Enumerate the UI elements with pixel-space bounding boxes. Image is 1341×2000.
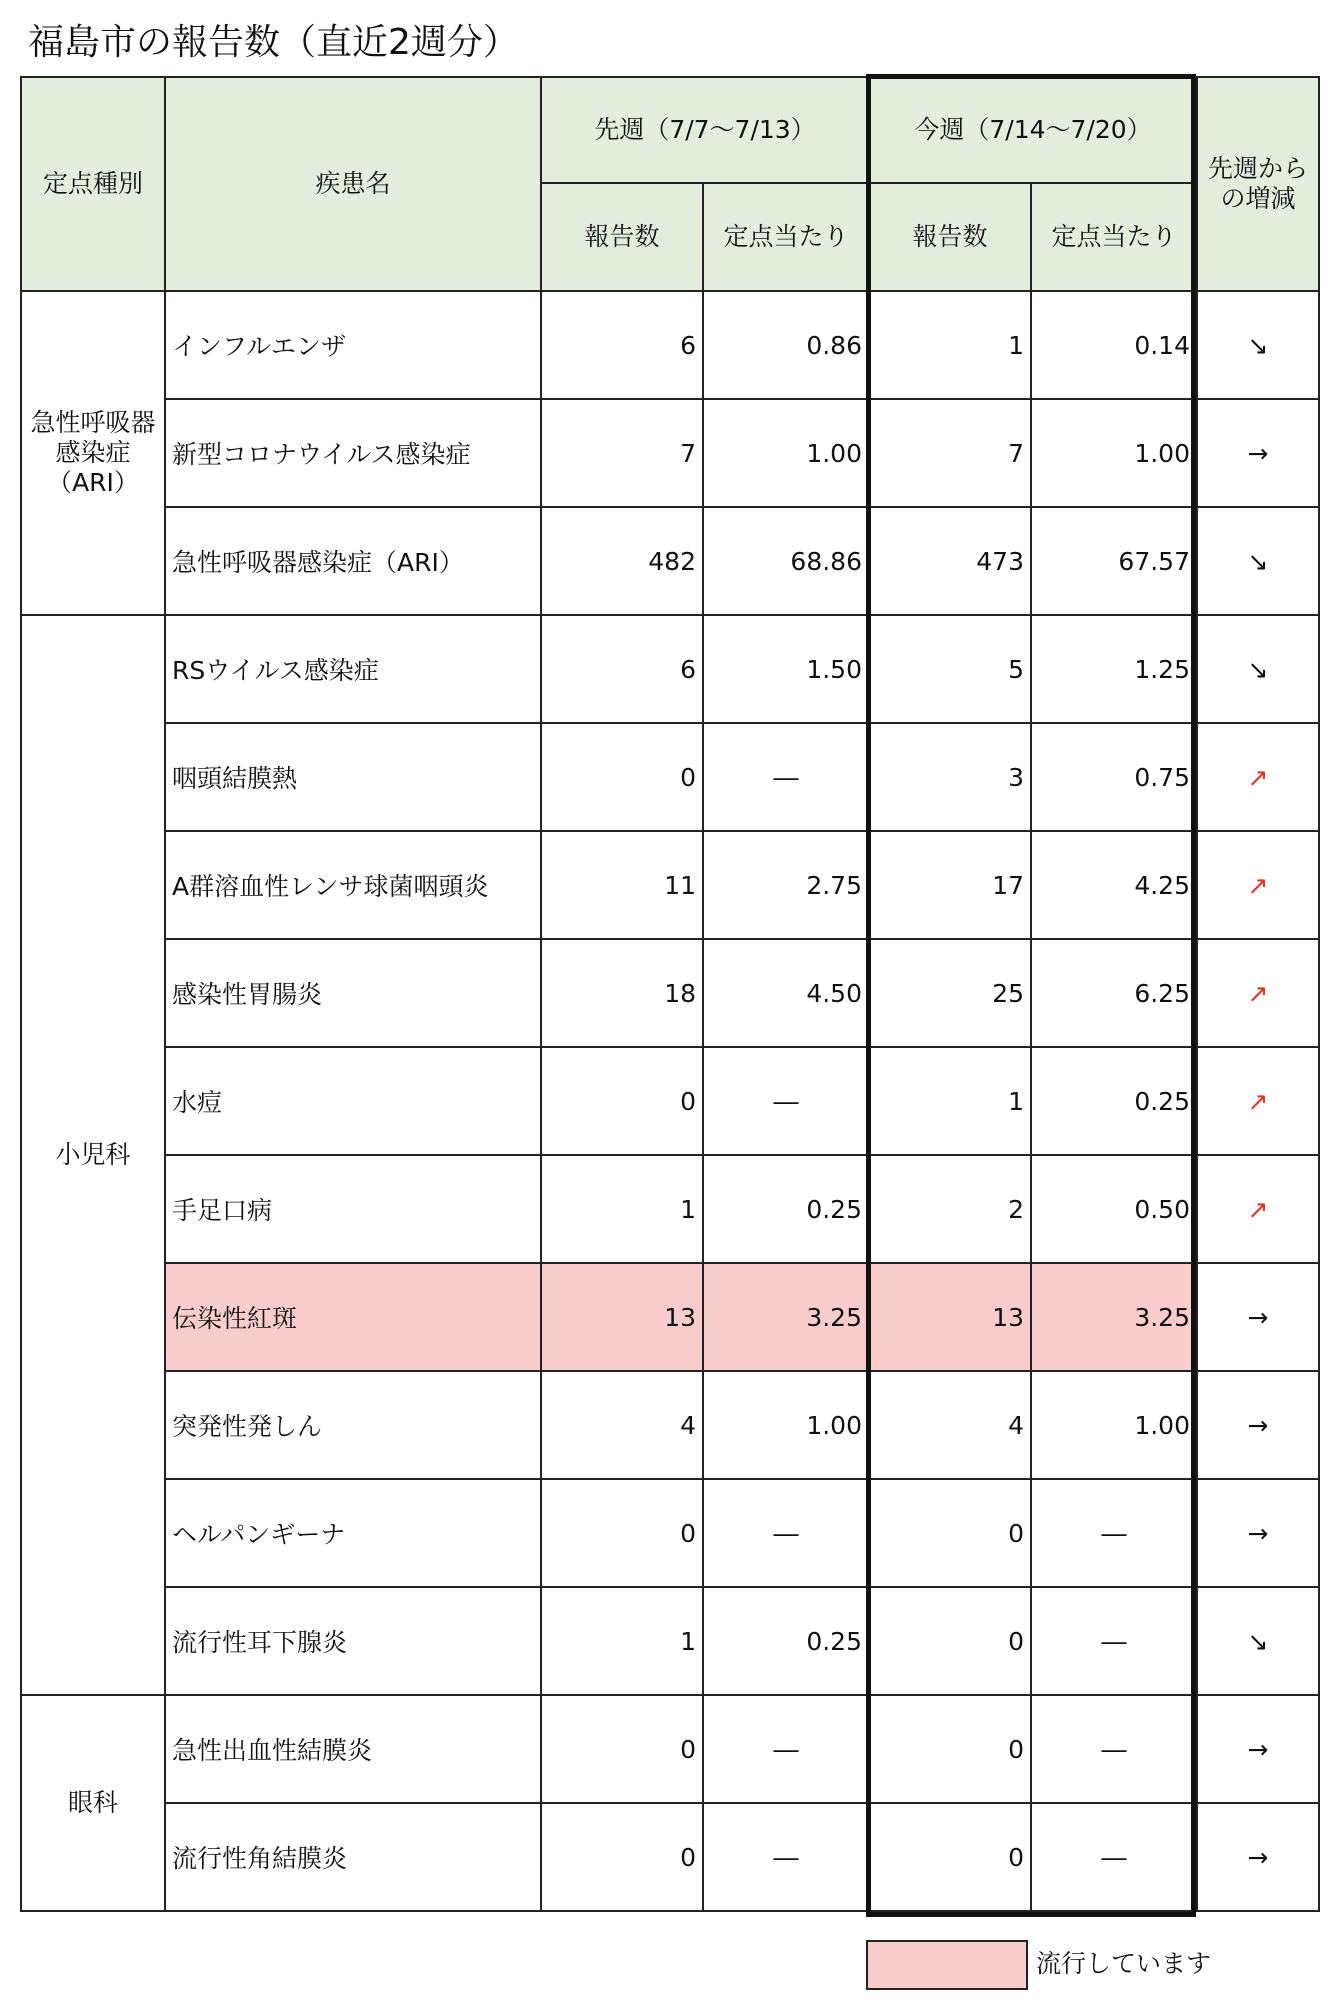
disease-name: 手足口病 xyxy=(165,1155,541,1263)
table-row xyxy=(21,507,1319,615)
table-row xyxy=(21,615,1319,723)
trend-up-icon: ↗ xyxy=(1197,831,1319,939)
table-row xyxy=(21,1371,1319,1479)
current-per-site: ― xyxy=(1031,1587,1197,1695)
current-per-site: 4.25 xyxy=(1031,831,1197,939)
prev-report-count: 482 xyxy=(541,507,703,615)
disease-name: 新型コロナウイルス感染症 xyxy=(165,399,541,507)
prev-report-count: 6 xyxy=(541,615,703,723)
current-report-count: 1 xyxy=(869,291,1031,399)
table-row xyxy=(21,1263,1319,1371)
current-report-count: 1 xyxy=(869,1047,1031,1155)
current-per-site: 0.25 xyxy=(1031,1047,1197,1155)
report-table-body xyxy=(21,291,1319,1911)
prev-per-site: 1.50 xyxy=(703,615,869,723)
header-change: 先週からの増減 xyxy=(1197,77,1319,291)
page-title: 福島市の報告数（直近2週分） xyxy=(28,22,519,63)
disease-name: 流行性角結膜炎 xyxy=(165,1803,541,1911)
disease-name: 水痘 xyxy=(165,1047,541,1155)
current-report-count: 13 xyxy=(869,1263,1031,1371)
trend-up-icon: ↗ xyxy=(1197,939,1319,1047)
header-disease: 疾患名 xyxy=(165,77,541,291)
table-row xyxy=(21,1479,1319,1587)
report-table xyxy=(20,76,1320,1912)
table-row xyxy=(21,939,1319,1047)
prev-per-site: 1.00 xyxy=(703,1371,869,1479)
prev-report-count: 6 xyxy=(541,291,703,399)
current-per-site: 0.50 xyxy=(1031,1155,1197,1263)
trend-up-icon: ↗ xyxy=(1197,723,1319,831)
category-cell: 小児科 xyxy=(21,615,165,1695)
disease-name: 急性呼吸器感染症（ARI） xyxy=(165,507,541,615)
current-per-site: 1.00 xyxy=(1031,1371,1197,1479)
prev-per-site: 0.86 xyxy=(703,291,869,399)
table-row xyxy=(21,1047,1319,1155)
trend-up-icon: ↗ xyxy=(1197,1047,1319,1155)
header-this-week: 今週（7/14～7/20） xyxy=(869,77,1197,183)
current-per-site: 0.75 xyxy=(1031,723,1197,831)
disease-name: インフルエンザ xyxy=(165,291,541,399)
current-report-count: 473 xyxy=(869,507,1031,615)
trend-flat-icon: → xyxy=(1197,1803,1319,1911)
disease-name: 突発性発しん xyxy=(165,1371,541,1479)
current-report-count: 4 xyxy=(869,1371,1031,1479)
trend-flat-icon: → xyxy=(1197,1695,1319,1803)
table-row xyxy=(21,1695,1319,1803)
disease-name: 咽頭結膜熱 xyxy=(165,723,541,831)
disease-name: 伝染性紅斑 xyxy=(165,1263,541,1371)
current-report-count: 25 xyxy=(869,939,1031,1047)
disease-name: RSウイルス感染症 xyxy=(165,615,541,723)
header-category: 定点種別 xyxy=(21,77,165,291)
prev-report-count: 11 xyxy=(541,831,703,939)
disease-name: A群溶血性レンサ球菌咽頭炎 xyxy=(165,831,541,939)
disease-name: 急性出血性結膜炎 xyxy=(165,1695,541,1803)
prev-per-site: ― xyxy=(703,723,869,831)
disease-name: ヘルパンギーナ xyxy=(165,1479,541,1587)
prev-per-site: 0.25 xyxy=(703,1155,869,1263)
table-row xyxy=(21,291,1319,399)
prev-per-site: 0.25 xyxy=(703,1587,869,1695)
trend-flat-icon: → xyxy=(1197,399,1319,507)
prev-report-count: 0 xyxy=(541,723,703,831)
trend-flat-icon: → xyxy=(1197,1479,1319,1587)
current-per-site: 1.00 xyxy=(1031,399,1197,507)
current-report-count: 0 xyxy=(869,1479,1031,1587)
table-row xyxy=(21,723,1319,831)
prev-per-site: ― xyxy=(703,1047,869,1155)
trend-flat-icon: → xyxy=(1197,1371,1319,1479)
prev-per-site: 1.00 xyxy=(703,399,869,507)
current-report-count: 2 xyxy=(869,1155,1031,1263)
current-report-count: 7 xyxy=(869,399,1031,507)
current-report-count: 0 xyxy=(869,1695,1031,1803)
table-row xyxy=(21,1803,1319,1911)
category-cell: 急性呼吸器感染症（ARI） xyxy=(21,291,165,615)
prev-report-count: 0 xyxy=(541,1803,703,1911)
current-per-site: 3.25 xyxy=(1031,1263,1197,1371)
current-report-count: 5 xyxy=(869,615,1031,723)
disease-name: 流行性耳下腺炎 xyxy=(165,1587,541,1695)
current-report-count: 0 xyxy=(869,1587,1031,1695)
current-report-count: 3 xyxy=(869,723,1031,831)
current-per-site: ― xyxy=(1031,1479,1197,1587)
category-cell: 眼科 xyxy=(21,1695,165,1911)
prev-per-site: 68.86 xyxy=(703,507,869,615)
prev-per-site: 3.25 xyxy=(703,1263,869,1371)
trend-down-icon: ↘ xyxy=(1197,615,1319,723)
prev-report-count: 4 xyxy=(541,1371,703,1479)
prev-report-count: 18 xyxy=(541,939,703,1047)
trend-down-icon: ↘ xyxy=(1197,291,1319,399)
header-prev-per-site: 定点当たり xyxy=(703,183,869,291)
current-per-site: ― xyxy=(1031,1695,1197,1803)
current-per-site: 1.25 xyxy=(1031,615,1197,723)
trend-down-icon: ↘ xyxy=(1197,507,1319,615)
header-cur-count: 報告数 xyxy=(869,183,1031,291)
prev-report-count: 13 xyxy=(541,1263,703,1371)
table-row xyxy=(21,1155,1319,1263)
current-per-site: 6.25 xyxy=(1031,939,1197,1047)
prev-per-site: ― xyxy=(703,1479,869,1587)
current-per-site: 0.14 xyxy=(1031,291,1197,399)
table-row xyxy=(21,399,1319,507)
trend-up-icon: ↗ xyxy=(1197,1155,1319,1263)
trend-down-icon: ↘ xyxy=(1197,1587,1319,1695)
prev-report-count: 0 xyxy=(541,1047,703,1155)
legend-epidemic-swatch xyxy=(866,1940,1028,1990)
legend-epidemic-label: 流行しています xyxy=(1036,1949,1212,1978)
prev-report-count: 1 xyxy=(541,1155,703,1263)
prev-per-site: 4.50 xyxy=(703,939,869,1047)
disease-name: 感染性胃腸炎 xyxy=(165,939,541,1047)
current-per-site: ― xyxy=(1031,1803,1197,1911)
prev-per-site: ― xyxy=(703,1803,869,1911)
current-per-site: 67.57 xyxy=(1031,507,1197,615)
prev-report-count: 0 xyxy=(541,1695,703,1803)
current-report-count: 0 xyxy=(869,1803,1031,1911)
header-prev-week: 先週（7/7～7/13） xyxy=(541,77,869,183)
prev-per-site: ― xyxy=(703,1695,869,1803)
header-prev-count: 報告数 xyxy=(541,183,703,291)
prev-per-site: 2.75 xyxy=(703,831,869,939)
prev-report-count: 7 xyxy=(541,399,703,507)
header-cur-per-site: 定点当たり xyxy=(1031,183,1197,291)
prev-report-count: 0 xyxy=(541,1479,703,1587)
table-row xyxy=(21,1587,1319,1695)
table-row xyxy=(21,831,1319,939)
prev-report-count: 1 xyxy=(541,1587,703,1695)
trend-flat-icon: → xyxy=(1197,1263,1319,1371)
current-report-count: 17 xyxy=(869,831,1031,939)
